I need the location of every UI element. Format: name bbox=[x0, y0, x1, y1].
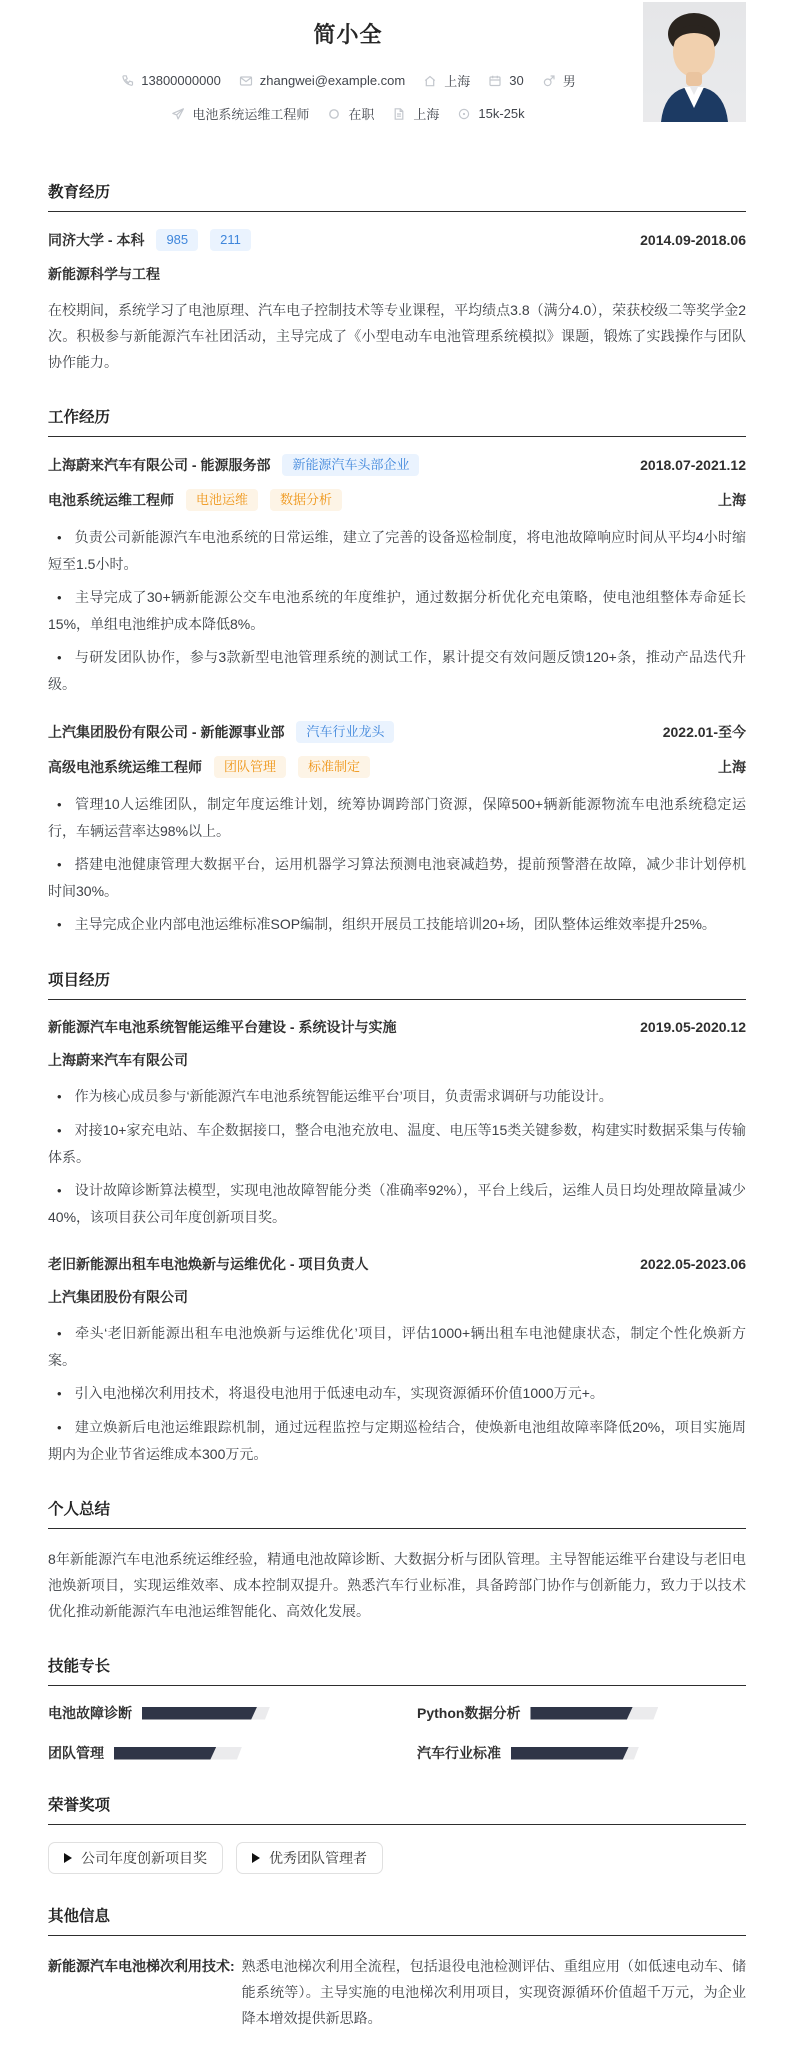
education-major: 新能源科学与工程 bbox=[48, 266, 160, 282]
education-description: 在校期间，系统学习了电池原理、汽车电子控制技术等专业课程，平均绩点3.8（满分4.0），荣获校级二等奖学金2次。积极参与新能源汽车社团活动，主导完成了《小型电动车电池管理系统模拟》课题，锻炼了实践操作与团队协作能力。 bbox=[48, 302, 746, 370]
contact-email bbox=[239, 73, 405, 88]
contact-work-city bbox=[392, 104, 439, 123]
contact-job-title-text: 电池系统运维工程师 bbox=[192, 107, 310, 122]
section-other-title: 其他信息 bbox=[48, 1904, 746, 1936]
contact-work-city-text: 上海 bbox=[413, 107, 440, 122]
salary-icon bbox=[457, 107, 471, 121]
bullet-item: • 负责公司新能源汽车电池系统的日常运维，建立了完善的设备巡检制度，将电池故障响应时间从平均4小时缩短至1.5小时。 bbox=[48, 524, 746, 577]
work-2-role-row bbox=[48, 756, 746, 778]
work-2-bullets bbox=[48, 791, 746, 938]
project-company: 上汽集团股份有限公司 bbox=[48, 1289, 188, 1305]
section-honors-title: 荣誉奖项 bbox=[48, 1793, 746, 1825]
section-projects bbox=[48, 968, 746, 1467]
bullet-item: • 设计故障诊断算法模型，实现电池故障智能分类（准确率92%），平台上线后，运维人员日均处理故障量减少40%，该项目获公司年度创新项目奖。 bbox=[48, 1177, 746, 1230]
skill-bar bbox=[511, 1747, 639, 1760]
skill-name: 汽车行业标准 bbox=[417, 1745, 501, 1761]
section-work bbox=[48, 405, 746, 938]
bullet-item: • 主导完成了30+辆新能源公交车电池系统的年度维护，通过数据分析优化充电策略，使电池组整体寿命延长15%，单组电池维护成本降低8%。 bbox=[48, 584, 746, 637]
honor-badge bbox=[236, 1842, 383, 1874]
contact-salary-text: 15k-25k bbox=[478, 106, 525, 121]
work-1-company-row bbox=[48, 454, 746, 476]
company-tag: 汽车行业龙头 bbox=[296, 721, 394, 743]
skill-bar-fill bbox=[142, 1707, 257, 1720]
skill-bar-fill bbox=[114, 1747, 216, 1760]
company-name: 上海蔚来汽车有限公司 - 能源服务部 bbox=[48, 457, 271, 473]
project-1-company-row bbox=[48, 1050, 746, 1070]
bullet-item: • 作为核心成员参与‘新能源汽车电池系统智能运维平台’项目，负责需求调研与功能设计。 bbox=[48, 1083, 746, 1110]
work-entry-2 bbox=[48, 721, 746, 938]
section-skills bbox=[48, 1654, 746, 1763]
skill-name: 电池故障诊断 bbox=[48, 1705, 132, 1721]
job-title-icon bbox=[171, 107, 185, 121]
section-work-title: 工作经历 bbox=[48, 405, 746, 437]
school-name: 同济大学 - 本科 bbox=[48, 232, 145, 248]
work-2-company-row bbox=[48, 721, 746, 743]
skill-bar bbox=[114, 1747, 242, 1760]
play-triangle-icon bbox=[252, 1853, 260, 1863]
role-tag: 数据分析 bbox=[270, 489, 342, 511]
role-tag: 电池运维 bbox=[186, 489, 258, 511]
project-1-title-row bbox=[48, 1017, 746, 1037]
skill-item bbox=[417, 1743, 746, 1763]
project-1-bullets bbox=[48, 1083, 746, 1230]
contact-job-status bbox=[327, 104, 374, 123]
contact-home-city-text: 上海 bbox=[444, 74, 471, 89]
section-education bbox=[48, 180, 746, 375]
contact-age-text: 30 bbox=[509, 73, 524, 88]
project-entry-2 bbox=[48, 1254, 746, 1467]
play-triangle-icon bbox=[64, 1853, 72, 1863]
skill-bar bbox=[530, 1707, 658, 1720]
project-entry-1 bbox=[48, 1017, 746, 1230]
project-2-date: 2022.05-2023.06 bbox=[640, 1256, 746, 1272]
work-entry-1 bbox=[48, 454, 746, 697]
skill-bar-fill bbox=[511, 1747, 629, 1760]
bullet-item: • 牵头‘老旧新能源出租车电池焕新与运维优化’项目，评估1000+辆出租车电池健康状态，制定个性化焕新方案。 bbox=[48, 1320, 746, 1373]
section-education-title: 教育经历 bbox=[48, 180, 746, 212]
education-header-row bbox=[48, 229, 746, 251]
work-2-date: 2022.01-至今 bbox=[662, 724, 746, 740]
skill-name: Python数据分析 bbox=[417, 1705, 521, 1721]
section-summary-title: 个人总结 bbox=[48, 1497, 746, 1529]
contact-job-title bbox=[171, 104, 309, 123]
home-icon bbox=[423, 74, 437, 88]
contact-phone bbox=[120, 73, 221, 88]
project-2-company-row bbox=[48, 1287, 746, 1307]
mail-icon bbox=[239, 74, 253, 88]
resume-header bbox=[48, 0, 746, 150]
skill-item bbox=[48, 1703, 377, 1723]
city-icon bbox=[392, 107, 406, 121]
school-tag-211: 211 bbox=[210, 229, 251, 251]
bullet-item: • 搭建电池健康管理大数据平台，运用机器学习算法预测电池衰减趋势，提前预警潜在故障，减少非计划停机时间30%。 bbox=[48, 851, 746, 904]
skill-bar-fill bbox=[530, 1707, 632, 1720]
bullet-item: • 主导完成企业内部电池运维标准SOP编制，组织开展员工技能培训20+场，团队整体运维效率提升25%。 bbox=[48, 911, 746, 938]
other-info-label: 新能源汽车电池梯次利用技术: bbox=[48, 1958, 235, 1974]
profile-photo-illustration bbox=[643, 2, 746, 122]
honor-badge-label: 公司年度创新项目奖 bbox=[81, 1850, 207, 1866]
honor-badge-label: 优秀团队管理者 bbox=[269, 1850, 367, 1866]
bullet-item: • 管理10人运维团队，制定年度运维计划，统筹协调跨部门资源，保障500+辆新能源物流车电池系统稳定运行，车辆运营率达98%以上。 bbox=[48, 791, 746, 844]
role-tag: 团队管理 bbox=[214, 756, 286, 778]
skill-bar bbox=[142, 1707, 270, 1720]
education-date: 2014.09-2018.06 bbox=[640, 232, 746, 248]
section-projects-title: 项目经历 bbox=[48, 968, 746, 1000]
project-title: 老旧新能源出租车电池焕新与运维优化 - 项目负责人 bbox=[48, 1256, 369, 1272]
section-honors bbox=[48, 1793, 746, 1874]
contact-age bbox=[488, 73, 523, 88]
role-title: 电池系统运维工程师 bbox=[48, 492, 174, 508]
project-title: 新能源汽车电池系统智能运维平台建设 - 系统设计与实施 bbox=[48, 1019, 397, 1035]
honor-badge bbox=[48, 1842, 223, 1874]
work-1-role-row bbox=[48, 489, 746, 511]
age-icon bbox=[488, 74, 502, 88]
project-2-title-row bbox=[48, 1254, 746, 1274]
work-1-date: 2018.07-2021.12 bbox=[640, 457, 746, 473]
profile-photo bbox=[643, 2, 746, 122]
company-name: 上汽集团股份有限公司 - 新能源事业部 bbox=[48, 724, 285, 740]
other-info-row bbox=[48, 1953, 746, 2031]
role-tag: 标准制定 bbox=[298, 756, 370, 778]
company-tag: 新能源汽车头部企业 bbox=[282, 454, 419, 476]
skill-item bbox=[48, 1743, 377, 1763]
bullet-item: • 建立焕新后电池运维跟踪机制，通过远程监控与定期巡检结合，使焕新电池组故障率降低20%，项目实施周期内为企业节省运维成本300万元。 bbox=[48, 1414, 746, 1467]
education-entry bbox=[48, 229, 746, 375]
contact-gender bbox=[542, 71, 576, 90]
other-info-text: 熟悉电池梯次利用全流程，包括退役电池检测评估、重组应用（如低速电动车、储能系统等）。主导实施的电池梯次利用项目，实现资源循环价值超千万元，为企业降本增效提供新思路。 bbox=[241, 1958, 746, 2026]
skill-item bbox=[417, 1703, 746, 1723]
section-summary bbox=[48, 1497, 746, 1624]
gender-icon bbox=[542, 74, 556, 88]
education-major-row bbox=[48, 264, 746, 284]
honor-list bbox=[48, 1842, 746, 1874]
contact-phone-text: 13800000000 bbox=[141, 73, 221, 88]
summary-text: 8年新能源汽车电池系统运维经验，精通电池故障诊断、大数据分析与团队管理。主导智能运维平台建设与老旧电池焕新项目，实现运维效率、成本控制双提升。熟悉汽车行业标准，具备跨部门协作与创新能力，致力于以技术优化推动新能源汽车电池运维智能化、高效化发展。 bbox=[48, 1551, 746, 1619]
work-2-location: 上海 bbox=[718, 759, 746, 775]
contact-row-2 bbox=[48, 104, 648, 123]
phone-icon bbox=[120, 74, 134, 88]
school-tag-985: 985 bbox=[156, 229, 198, 251]
project-2-bullets bbox=[48, 1320, 746, 1467]
role-title: 高级电池系统运维工程师 bbox=[48, 759, 202, 775]
job-status-icon bbox=[327, 107, 341, 121]
work-1-location: 上海 bbox=[718, 492, 746, 508]
contact-row-1 bbox=[48, 71, 648, 90]
contact-job-status-text: 在职 bbox=[348, 107, 375, 122]
contact-home-city bbox=[423, 71, 470, 90]
header-left bbox=[48, 18, 648, 123]
contact-salary bbox=[457, 106, 524, 121]
bullet-item: • 与研发团队协作，参与3款新型电池管理系统的测试工作，累计提交有效问题反馈120+条，推动产品迭代升级。 bbox=[48, 644, 746, 697]
contact-gender-text: 男 bbox=[562, 74, 576, 89]
bullet-item: • 引入电池梯次利用技术，将退役电池用于低速电动车，实现资源循环价值1000万元+。 bbox=[48, 1380, 746, 1407]
skill-name: 团队管理 bbox=[48, 1745, 104, 1761]
candidate-name: 简小全 bbox=[313, 22, 383, 47]
skills-grid bbox=[48, 1703, 746, 1763]
section-other bbox=[48, 1904, 746, 2031]
work-1-bullets bbox=[48, 524, 746, 697]
section-skills-title: 技能专长 bbox=[48, 1654, 746, 1686]
bullet-item: • 对接10+家充电站、车企数据接口，整合电池充放电、温度、电压等15类关键参数，构建实时数据采集与传输体系。 bbox=[48, 1117, 746, 1170]
project-company: 上海蔚来汽车有限公司 bbox=[48, 1052, 188, 1068]
contact-email-text: zhangwei@example.com bbox=[259, 73, 406, 88]
project-1-date: 2019.05-2020.12 bbox=[640, 1019, 746, 1035]
